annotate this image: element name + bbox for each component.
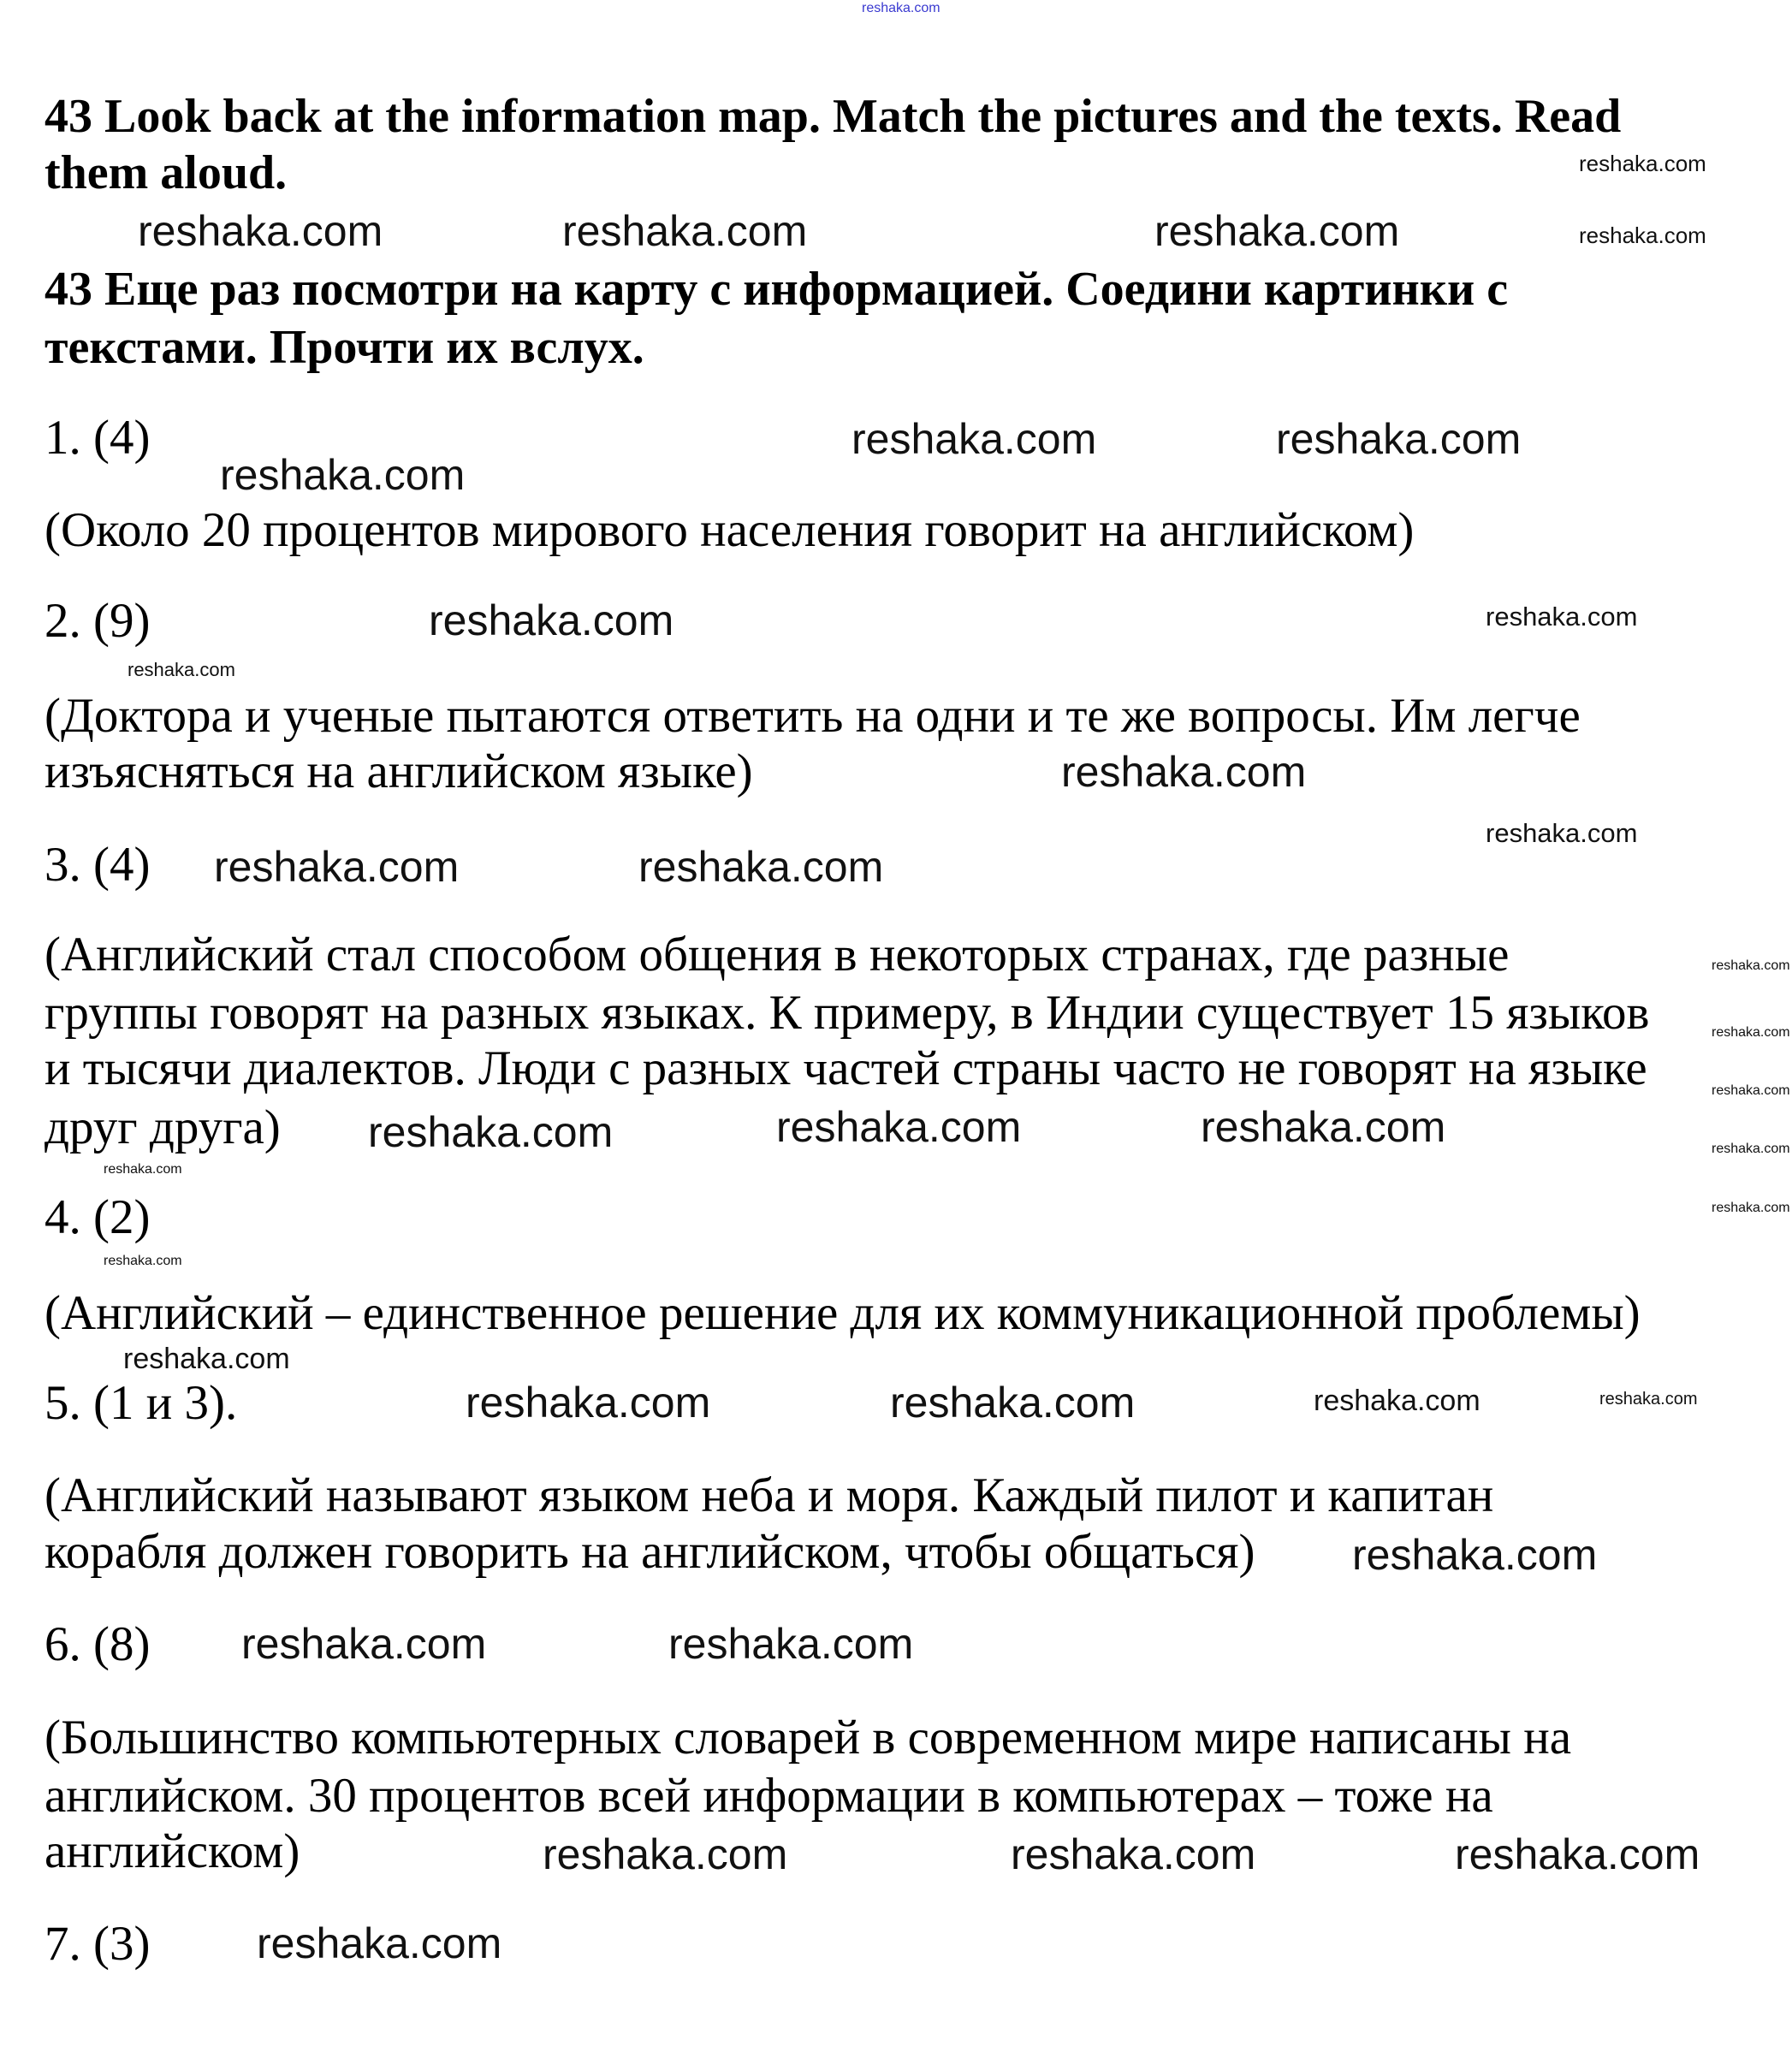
answer-number: 5. (1 и 3).	[45, 1376, 238, 1430]
watermark: reshaka.com	[668, 1620, 914, 1668]
answer-number: 3. (4)	[45, 838, 151, 892]
watermark: reshaka.com	[1455, 1830, 1700, 1878]
answer-text: (Английский называют языком неба и моря. Каждый пилот и капитан	[45, 1468, 1494, 1522]
watermark: reshaka.com	[368, 1108, 614, 1156]
heading-en-line: them aloud.	[45, 146, 288, 199]
answer-number: 6. (8)	[45, 1617, 151, 1671]
watermark: reshaka.com	[562, 207, 808, 255]
answer-text: друг друга)	[45, 1100, 281, 1154]
answer-text: корабля должен говорить на английском, чтобы общаться)	[45, 1525, 1255, 1579]
watermark: reshaka.com	[257, 1919, 502, 1967]
watermark: reshaka.com	[1352, 1531, 1598, 1579]
watermark: reshaka.com	[543, 1830, 788, 1878]
watermark: reshaka.com	[138, 207, 383, 255]
answer-text: (Английский – единственное решение для их коммуникационной проблемы)	[45, 1286, 1641, 1340]
answer-number: 7. (3)	[45, 1917, 151, 1971]
watermark: reshaka.com	[241, 1620, 487, 1668]
heading-ru-line: 43 Еще раз посмотри на карту с информацией. Соедини картинки с	[45, 263, 1509, 316]
watermark: reshaka.com	[1599, 1390, 1698, 1409]
watermark: reshaka.com	[220, 451, 466, 499]
watermark: reshaka.com	[1712, 1142, 1790, 1156]
watermark: reshaka.com	[862, 1, 941, 15]
watermark: reshaka.com	[890, 1379, 1136, 1426]
watermark: reshaka.com	[1061, 748, 1307, 796]
watermark: reshaka.com	[1486, 818, 1638, 848]
answer-number: 4. (2)	[45, 1190, 151, 1244]
answer-text: изъясняться на английском языке)	[45, 744, 753, 798]
answer-text: (Доктора и ученые пытаются ответить на одни и те же вопросы. Им легче	[45, 689, 1581, 743]
watermark: reshaka.com	[1011, 1830, 1256, 1878]
answer-text: и тысячи диалектов. Люди с разных частей страны часто не говорят на языке	[45, 1041, 1647, 1095]
watermark: reshaka.com	[851, 415, 1097, 463]
watermark: reshaka.com	[1314, 1385, 1480, 1417]
watermark: reshaka.com	[1712, 1201, 1790, 1215]
watermark: reshaka.com	[214, 843, 460, 891]
heading-ru-line: текстами. Прочти их вслух.	[45, 321, 644, 374]
answer-text: английском)	[45, 1824, 300, 1878]
watermark: reshaka.com	[1712, 958, 1790, 973]
answer-number: 1. (4)	[45, 411, 151, 465]
watermark: reshaka.com	[104, 1162, 182, 1177]
watermark: reshaka.com	[104, 1254, 182, 1268]
watermark: reshaka.com	[429, 596, 674, 644]
watermark: reshaka.com	[123, 1343, 290, 1375]
answer-text: (Около 20 процентов мирового населения говорит на английском)	[45, 503, 1415, 557]
watermark: reshaka.com	[466, 1379, 711, 1426]
answer-text: английском. 30 процентов всей информации в компьютерах – тоже на	[45, 1769, 1493, 1823]
watermark: reshaka.com	[1579, 222, 1706, 248]
watermark: reshaka.com	[1486, 602, 1638, 632]
answer-text: (Английский стал способом общения в некоторых странах, где разные	[45, 928, 1510, 982]
answer-text: (Большинство компьютерных словарей в современном мире написаны на	[45, 1711, 1572, 1764]
heading-en-line: 43 Look back at the information map. Match the pictures and the texts. Read	[45, 90, 1622, 143]
watermark: reshaka.com	[1276, 415, 1522, 463]
watermark: reshaka.com	[128, 659, 235, 680]
watermark: reshaka.com	[638, 843, 884, 891]
watermark: reshaka.com	[1579, 151, 1706, 176]
answer-text: группы говорят на разных языках. К примеру, в Индии существует 15 языков	[45, 986, 1650, 1040]
watermark: reshaka.com	[1712, 1083, 1790, 1098]
watermark: reshaka.com	[776, 1103, 1022, 1151]
watermark: reshaka.com	[1712, 1025, 1790, 1040]
watermark: reshaka.com	[1154, 207, 1400, 255]
watermark: reshaka.com	[1201, 1103, 1446, 1151]
answer-number: 2. (9)	[45, 594, 151, 648]
